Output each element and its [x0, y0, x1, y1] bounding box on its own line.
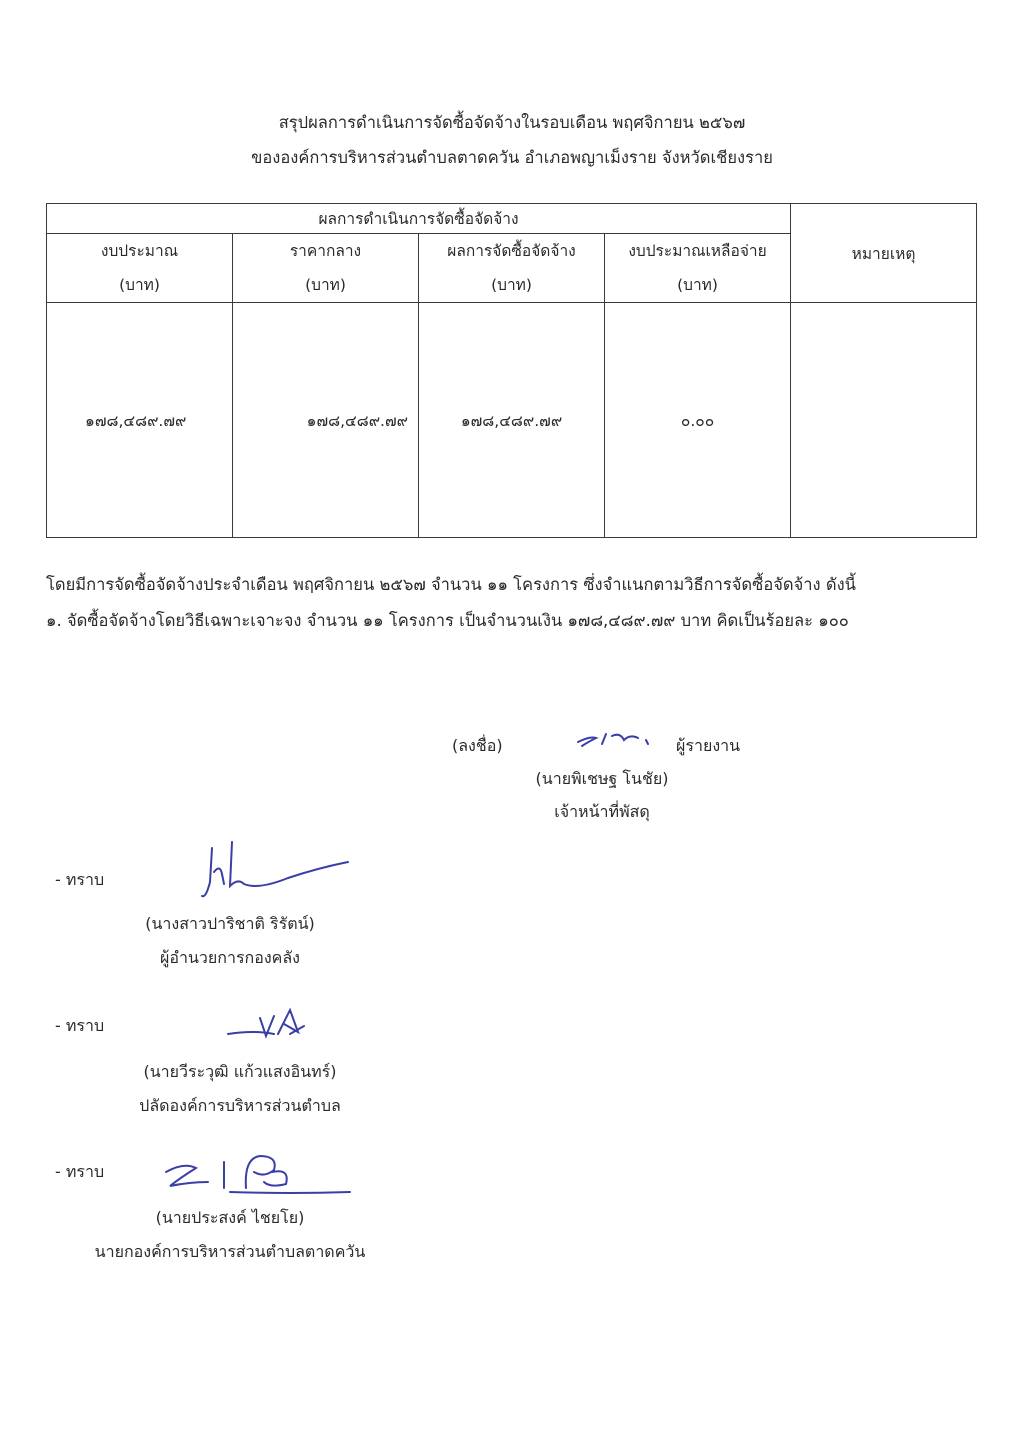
method-item-1: ๑. จัดซื้อจัดจ้างโดยวิธีเฉพาะเจาะจง จำนวน ๑๑ โครงการ เป็นจำนวนเงิน ๑๗๘,๔๘๙.๗๙ บาท คิดเป็นร้อยละ ๑๐๐: [46, 611, 849, 630]
column-label: งบประมาณ: [100, 242, 179, 260]
ack-name: (นางสาวปาริชาติ ริรัตน์): [145, 914, 315, 933]
column-label: ผลการจัดซื้อจัดจ้าง: [447, 242, 576, 260]
column-unit: (บาท): [305, 276, 346, 294]
page-subtitle: ขององค์การบริหารส่วนตำบลตาดควัน อำเภอพญาเม็งราย จังหวัดเชียงราย: [251, 148, 773, 167]
ack-label: - ทราบ: [55, 1162, 105, 1181]
cell-remaining: ๐.๐๐: [605, 303, 791, 538]
column-header-budget: [47, 234, 233, 303]
ack-position: นายกองค์การบริหารส่วนตำบลตาดควัน: [94, 1242, 366, 1261]
page-title: สรุปผลการดำเนินการจัดซื้อจัดจ้างในรอบเดือน พฤศจิกายน ๒๕๖๗: [278, 113, 746, 132]
ack-name: (นายประสงค์ ไชยโย): [155, 1208, 305, 1227]
cell-remarks: [791, 303, 977, 538]
signature-mayor: [160, 1148, 355, 1200]
reporter-name: (นายพิเชษฐ โนชัย): [535, 769, 669, 788]
summary-paragraph: โดยมีการจัดซื้อจัดจ้างประจำเดือน พฤศจิกายน ๒๕๖๗ จำนวน ๑๑ โครงการ ซึ่งจำแนกตามวิธีการจัดซื้อจัดจ้าง ดังนี้: [46, 575, 856, 594]
column-label: ราคากลาง: [289, 242, 362, 260]
cell-budget: ๑๗๘,๔๘๙.๗๙: [47, 303, 233, 538]
reporter-role: ผู้รายงาน: [676, 736, 741, 755]
cell-median-price: ๑๗๘,๔๘๙.๗๙: [233, 303, 419, 538]
column-header-remaining: [605, 234, 791, 303]
column-header-median-price: [233, 234, 419, 303]
ack-position: ผู้อำนวยการกองคลัง: [160, 948, 300, 967]
group-header: ผลการดำเนินการจัดซื้อจัดจ้าง: [47, 204, 791, 234]
reporter-signature: [572, 722, 662, 752]
sign-label: (ลงชื่อ): [452, 736, 503, 755]
ack-position: ปลัดองค์การบริหารส่วนตำบล: [139, 1096, 341, 1115]
ack-label: - ทราบ: [55, 870, 105, 889]
reporter-position: เจ้าหน้าที่พัสดุ: [554, 802, 650, 821]
cell-procurement-result: ๑๗๘,๔๘๙.๗๙: [419, 303, 605, 538]
column-unit: (บาท): [491, 276, 532, 294]
ack-name: (นายวีระวุฒิ แก้วแสงอินทร์): [143, 1062, 337, 1081]
column-unit: (บาท): [677, 276, 718, 294]
column-unit: (บาท): [119, 276, 160, 294]
remarks-header: หมายเหตุ: [791, 204, 977, 303]
procurement-summary-table: [46, 203, 977, 538]
ack-label: - ทราบ: [55, 1016, 105, 1035]
column-header-result: [419, 234, 605, 303]
signature-finance-director: [198, 838, 353, 903]
signature-chief-administrator: [224, 1004, 324, 1048]
column-label: งบประมาณเหลือจ่าย: [628, 242, 767, 260]
table-row: [47, 303, 977, 538]
